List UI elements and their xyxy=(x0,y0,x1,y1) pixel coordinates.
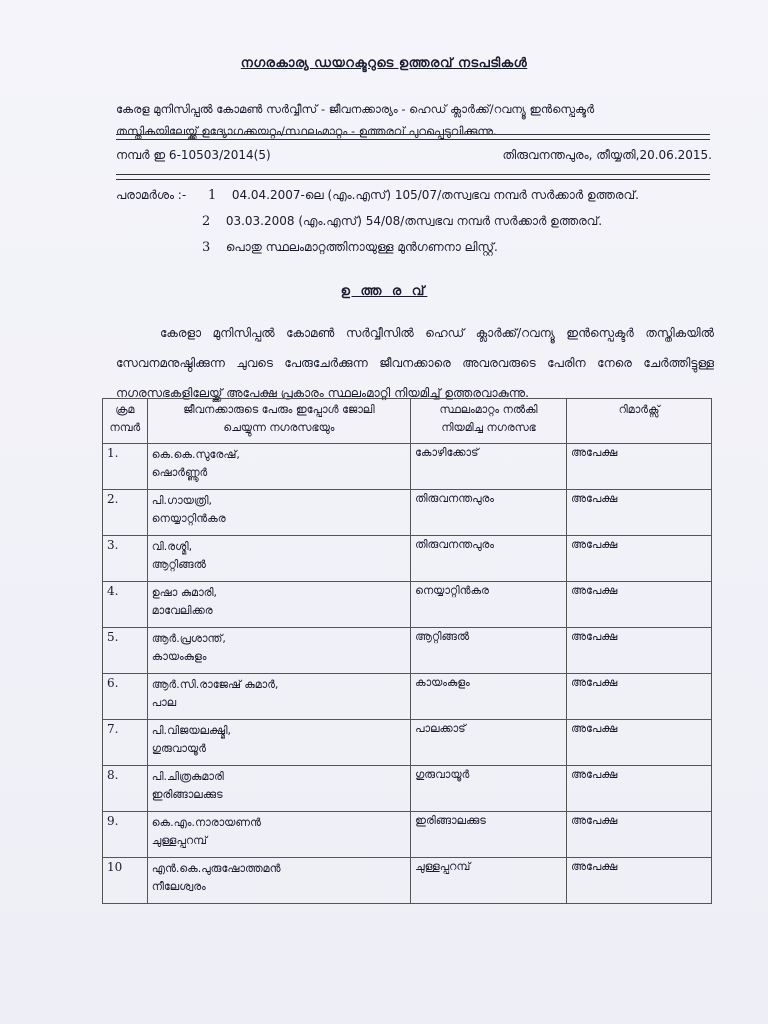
header-transfer-line2: നിയമിച്ച നഗരസഭ xyxy=(441,421,536,434)
employee-current-posting: കായംകുളം xyxy=(151,650,207,663)
row-serial: 9. xyxy=(103,812,148,858)
header-remarks: റിമാർക്സ് xyxy=(567,399,712,444)
employee-name: ആർ.പ്രശാന്ത്, xyxy=(151,632,226,645)
row-new-posting: ചുള്ളപ്പറമ്പ് xyxy=(411,858,567,904)
document-title: നഗരകാര്യ ഡയറക്ടറുടെ ഉത്തരവ് നടപടികൾ xyxy=(240,56,528,71)
subject-line-2: തസ്തികയിലേയ്ക്ക് ഉദ്യോഗക്കയറ്റം/സ്ഥലംമാറ്റം - ഉത്തരവ് പുറപ്പെടുവിക്കുന്നു. xyxy=(116,124,497,138)
employee-name: പി.ഗായത്രി, xyxy=(151,494,212,507)
row-serial: 4. xyxy=(103,582,148,628)
table-row xyxy=(103,674,712,720)
row-serial: 10 xyxy=(103,858,148,904)
employee-name: എൻ.കെ.പുരുഷോത്തമൻ xyxy=(151,862,281,875)
row-remarks: അപേക്ഷ xyxy=(567,812,712,858)
row-remarks: അപേക്ഷ xyxy=(567,674,712,720)
employee-name: പി.വിജയലക്ഷ്മി, xyxy=(151,724,231,737)
employee-current-posting: ചുള്ളപ്പറമ്പ് xyxy=(151,834,207,847)
row-serial: 6. xyxy=(103,674,148,720)
row-remarks: അപേക്ഷ xyxy=(567,766,712,812)
header-transfer-line1: സ്ഥലംമാറ്റം നൽകി xyxy=(439,403,538,416)
row-serial: 1. xyxy=(103,444,148,490)
employee-name: വി.രശ്മി, xyxy=(151,540,193,553)
header-transfer xyxy=(411,399,567,444)
row-new-posting: കോഴിക്കോട് xyxy=(411,444,567,490)
employee-name: കെ.എം.നാരായണൻ xyxy=(151,816,261,829)
employee-current-posting: നെയ്യാറ്റിൻകര xyxy=(151,512,226,525)
row-serial: 3. xyxy=(103,536,148,582)
employee-current-posting: ഷൊർണ്ണൂർ xyxy=(151,466,208,479)
place-date: തിരുവനന്തപുരം, തീയ്യതി,20.06.2015. xyxy=(502,148,712,162)
reference-text: 04.04.2007-ലെ (എം.എസ്) 105/07/തസ്വഭവ നമ്പർ സർക്കാർ ഉത്തരവ്. xyxy=(231,188,639,202)
row-new-posting: ഗുരുവായൂർ xyxy=(411,766,567,812)
employee-name: ആർ.സി.രാജേഷ് കുമാർ, xyxy=(151,678,279,691)
reference-item xyxy=(208,188,639,203)
row-remarks: അപേക്ഷ xyxy=(567,490,712,536)
order-heading: ഉ ത്ത ര വ് xyxy=(340,284,428,299)
reference-item xyxy=(202,240,498,255)
table-row xyxy=(103,582,712,628)
employee-current-posting: ആറ്റിങ്ങൽ xyxy=(151,558,206,571)
row-remarks: അപേക്ഷ xyxy=(567,536,712,582)
transfer-table xyxy=(102,398,712,904)
employee-name: ഉഷാ കുമാരി, xyxy=(151,586,217,599)
order-body: കേരളാ മുനിസിപ്പൽ കോമൺ സർവ്വീസിൽ ഹെഡ് ക്ലാർക്ക്/റവന്യൂ ഇൻസ്പെക്ടർ തസ്തികയിൽ സേവനമനുഷ്ഠിക്കുന്ന ചുവടെ പേരുചേർക്കുന്ന ജീവനക്കാരെ അവരവരുടെ പേരിന നേരെ ചേർത്തിട്ടുള്ള നഗരസഭകളിലേയ്ക്ക് അപേക്ഷ പ്രകാരം സ്ഥലംമാറ്റി നിയമിച്ച് ഉത്തരവാകുന്നു. xyxy=(116,326,714,400)
table-row xyxy=(103,444,712,490)
table-row xyxy=(103,858,712,904)
row-employee xyxy=(147,720,410,766)
row-employee xyxy=(147,858,410,904)
reference-item xyxy=(202,214,602,229)
row-remarks: അപേക്ഷ xyxy=(567,720,712,766)
reference-text: 03.03.2008 (എം.എസ്) 54/08/തസ്വഭവ നമ്പർ സർക്കാർ ഉത്തരവ്. xyxy=(225,214,603,228)
table-row xyxy=(103,628,712,674)
row-employee xyxy=(147,582,410,628)
table-row xyxy=(103,812,712,858)
table-row xyxy=(103,766,712,812)
row-employee xyxy=(147,812,410,858)
row-serial: 2. xyxy=(103,490,148,536)
row-new-posting: തിരുവനന്തപുരം xyxy=(411,536,567,582)
table-header-row xyxy=(103,399,712,444)
row-employee xyxy=(147,674,410,720)
employee-name: കെ.കെ.സുരേഷ്, xyxy=(151,448,240,461)
row-new-posting: കായംകുളം xyxy=(411,674,567,720)
row-remarks: അപേക്ഷ xyxy=(567,444,712,490)
table-row xyxy=(103,536,712,582)
row-new-posting: ഇരിങ്ങാലക്കുട xyxy=(411,812,567,858)
employee-current-posting: നീലേശ്വരം xyxy=(151,880,206,893)
double-rule-bottom xyxy=(116,174,710,180)
row-new-posting: നെയ്യാറ്റിൻകര xyxy=(411,582,567,628)
header-serial-line2: നമ്പർ xyxy=(109,421,141,434)
row-employee xyxy=(147,536,410,582)
table-row xyxy=(103,720,712,766)
row-serial: 5. xyxy=(103,628,148,674)
header-employee xyxy=(147,399,410,444)
header-employee-line2: ചെയ്യുന്ന നഗരസഭയും xyxy=(223,421,335,434)
row-new-posting: തിരുവനന്തപുരം xyxy=(411,490,567,536)
row-remarks: അപേക്ഷ xyxy=(567,858,712,904)
subject-line-1: കേരള മുനിസിപ്പൽ കോമൺ സർവ്വീസ് - ജീവനക്കാര്യം - ഹെഡ് ക്ലാർക്ക്/റവന്യൂ ഇൻസ്പെക്ടർ xyxy=(116,102,595,116)
employee-current-posting: ഇരിങ്ങാലക്കുട xyxy=(151,788,223,801)
row-employee xyxy=(147,766,410,812)
employee-current-posting: മാവേലിക്കര xyxy=(151,604,213,617)
row-employee xyxy=(147,490,410,536)
row-serial: 7. xyxy=(103,720,148,766)
row-employee xyxy=(147,628,410,674)
reference-number: 2 xyxy=(202,214,211,229)
row-new-posting: പാലക്കാട് xyxy=(411,720,567,766)
header-serial-line1: ക്രമ xyxy=(115,403,135,416)
header-serial-no xyxy=(103,399,148,444)
references-label: പരാമർശം :- xyxy=(116,188,187,202)
employee-name: പി.ചിത്രകുമാരി xyxy=(151,770,224,783)
double-rule-top xyxy=(116,134,710,140)
header-employee-line1: ജീവനക്കാരുടെ പേരും ഇപ്പോൾ ജോലി xyxy=(183,403,375,416)
employee-current-posting: പാല xyxy=(151,696,177,709)
row-new-posting: ആറ്റിങ്ങൽ xyxy=(411,628,567,674)
row-employee xyxy=(147,444,410,490)
row-remarks: അപേക്ഷ xyxy=(567,582,712,628)
reference-number: 3 xyxy=(202,240,211,255)
employee-current-posting: ഗുരുവായൂർ xyxy=(151,742,206,755)
table-row xyxy=(103,490,712,536)
reference-text: പൊതു സ്ഥലംമാറ്റത്തിനായുള്ള മുൻഗണനാ ലിസ്റ്റ്. xyxy=(225,240,498,254)
row-remarks: അപേക്ഷ xyxy=(567,628,712,674)
reference-number: 1 xyxy=(208,188,217,203)
order-number: നമ്പർ ഇ 6-10503/2014(5) xyxy=(116,148,271,162)
row-serial: 8. xyxy=(103,766,148,812)
